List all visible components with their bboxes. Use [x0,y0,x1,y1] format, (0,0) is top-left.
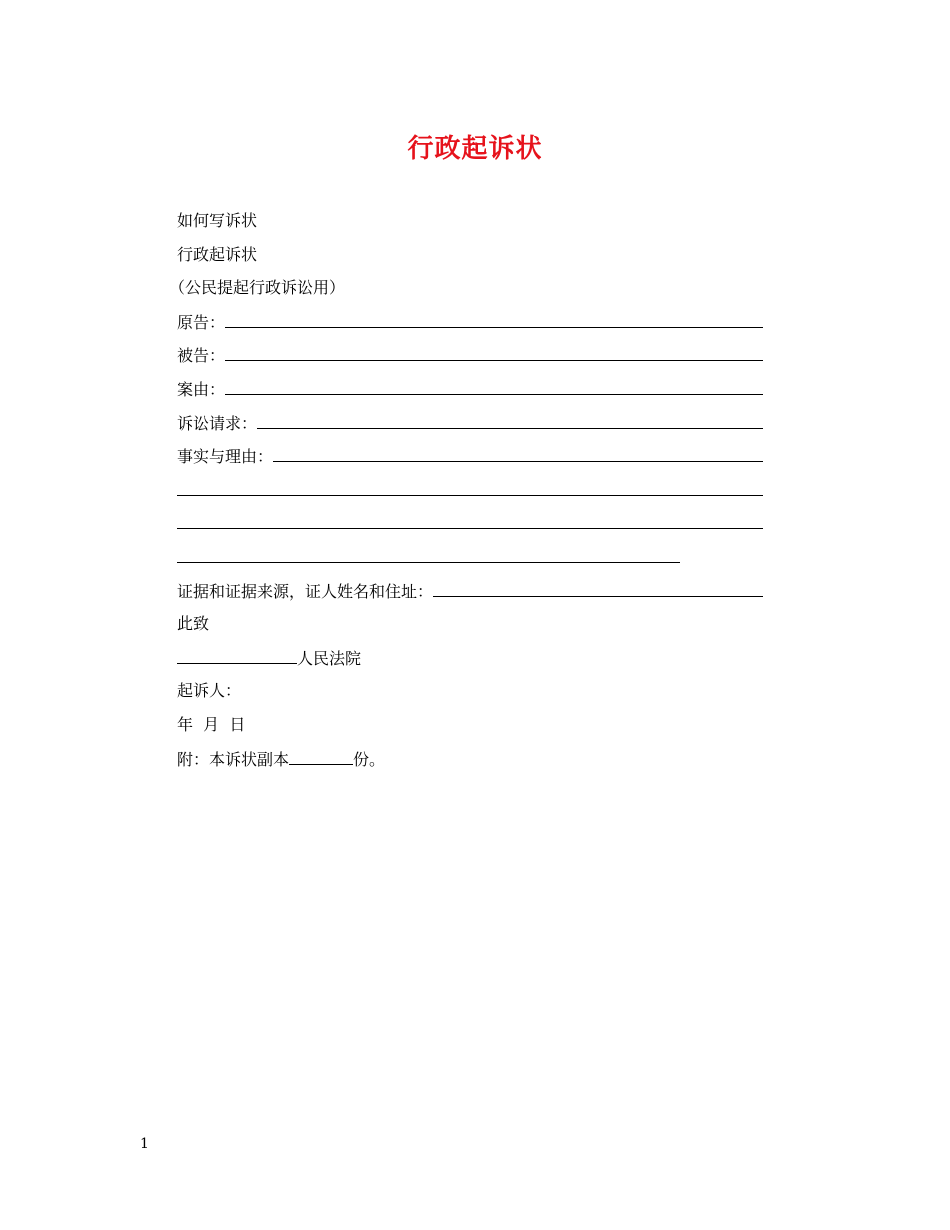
facts-blank-continued [177,473,763,496]
document-body [169,204,763,775]
line-facts-continued-1 [177,473,763,507]
cause-blank [225,372,763,395]
line-subtitle [177,238,763,272]
facts-blank-continued [177,540,680,563]
line-salutation [177,607,763,641]
defendant-blank [225,338,763,361]
attachment-prefix: 附：本诉状副本 [177,749,290,769]
usage-text: （公民提起行政诉讼用） [169,278,346,298]
line-signatory [177,674,763,708]
signatory-label: 起诉人： [177,681,242,701]
line-date [177,708,763,742]
subtitle-text: 行政起诉状 [177,244,258,264]
line-cause [177,372,763,406]
facts-label: 事实与理由： [177,447,274,467]
line-evidence [177,574,763,608]
line-facts [177,439,763,473]
facts-blank [273,439,763,462]
line-facts-continued-2 [177,506,763,540]
line-facts-continued-3 [177,540,763,574]
document-title: 行政起诉状 [407,134,543,164]
line-usage [169,271,763,305]
evidence-blank [433,574,763,597]
evidence-label: 证据和证据来源，证人姓名和住址： [177,581,434,601]
claim-blank [257,406,763,429]
court-suffix: 人民法院 [297,648,362,668]
facts-blank-continued [177,506,763,529]
page-number: 1 [140,1136,149,1152]
line-claim [177,406,763,440]
line-plaintiff [177,305,763,339]
line-how-to [177,204,763,238]
how-to-text: 如何写诉状 [177,211,258,230]
plaintiff-label: 原告： [177,312,226,332]
date-text: 年 月 日 [177,714,246,734]
claim-label: 诉讼请求： [177,413,258,433]
line-court [177,641,763,675]
attachment-suffix: 份。 [353,749,386,769]
attachment-copies-blank [289,742,353,765]
salutation-text: 此致 [177,614,210,634]
plaintiff-blank [225,305,763,328]
defendant-label: 被告： [177,346,226,366]
line-attachment [177,742,763,776]
line-defendant [177,338,763,372]
cause-label: 案由： [177,379,226,399]
court-blank [177,641,297,664]
